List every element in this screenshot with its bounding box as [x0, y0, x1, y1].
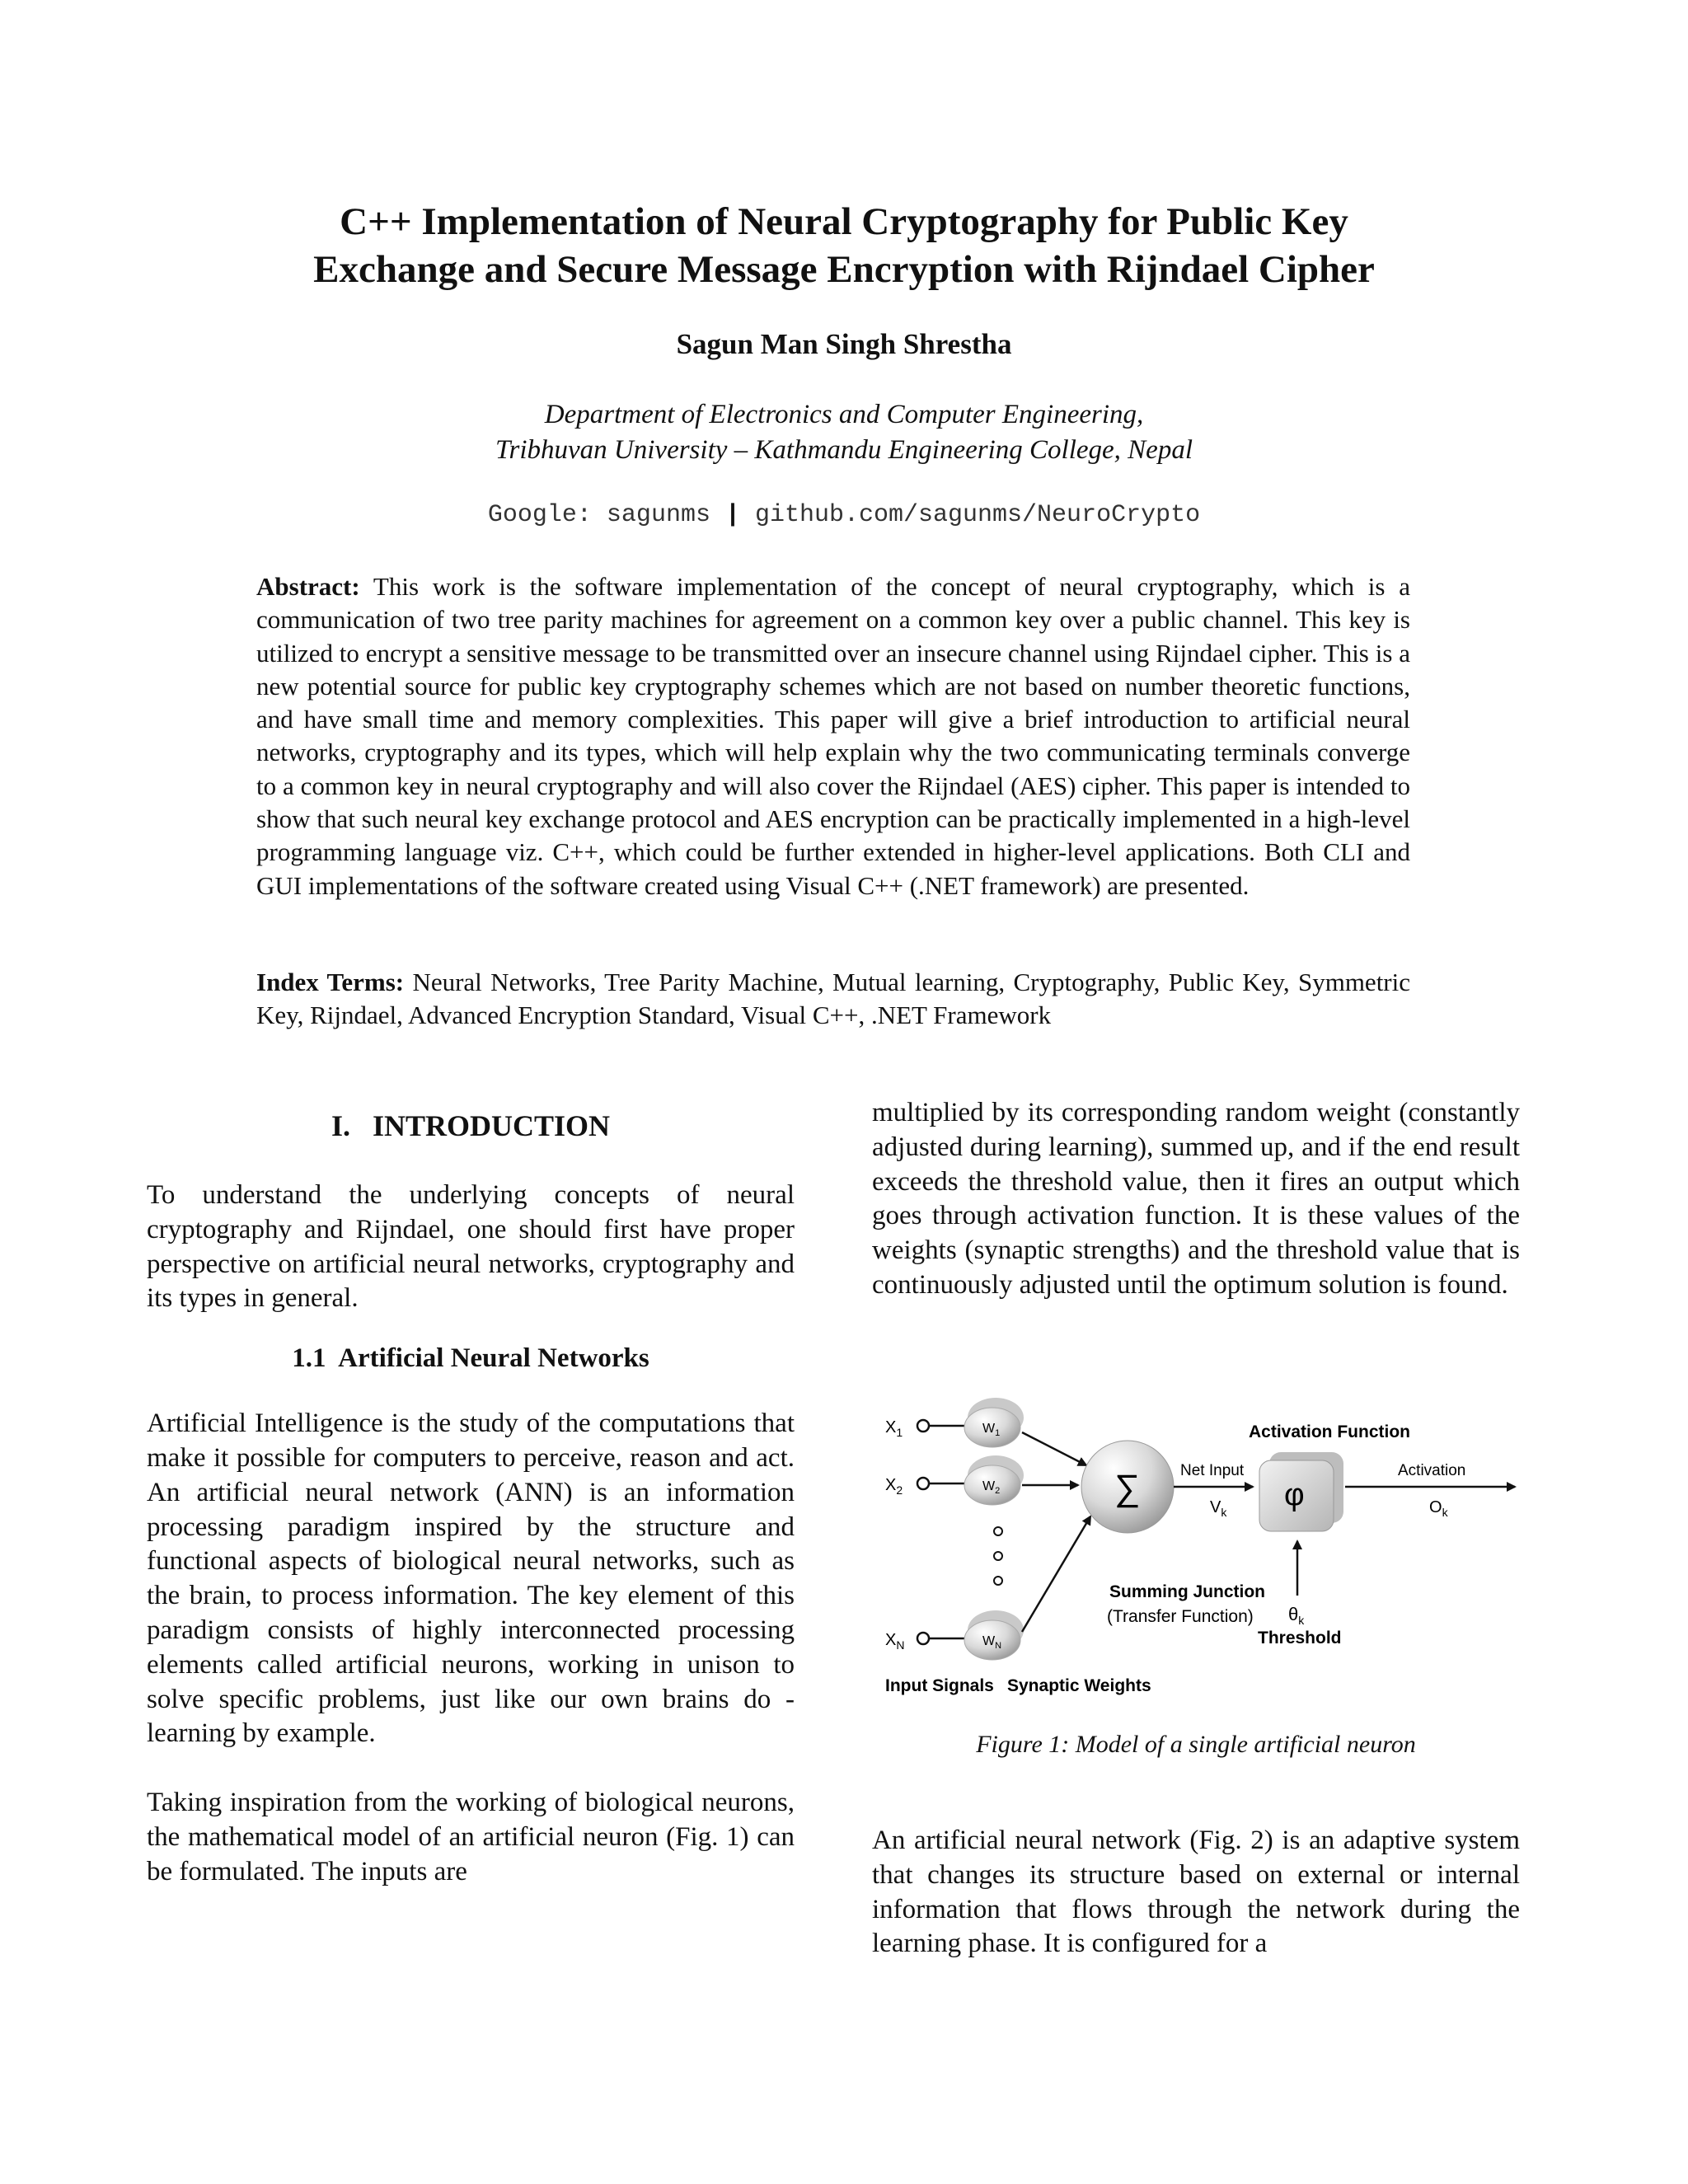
weight-node-w2 [964, 1455, 1024, 1505]
neuron-diagram [872, 1385, 1531, 1714]
right-column-lower [872, 1824, 1520, 1961]
section-heading-introduction: I. INTRODUCTION [331, 1109, 611, 1142]
figure-caption: Figure 1: Model of a single artificial neuron [976, 1731, 1416, 1758]
subsection-heading-ann: 1.1 Artificial Neural Networks [292, 1343, 649, 1374]
label-theta: $\theta_k$ [1288, 1604, 1305, 1627]
right-column [872, 1096, 1520, 1303]
label-ok: $O_k$ [1429, 1498, 1448, 1519]
index-terms-label: Index Terms: [256, 968, 405, 996]
activation-function-node [1259, 1452, 1343, 1531]
contact-github: github.com/sagunms/NeuroCrypto [755, 501, 1201, 529]
author-name: Sagun Man Singh Shrestha [676, 328, 1012, 360]
contact-separator: | [724, 501, 740, 529]
phi-symbol: φ [1284, 1478, 1305, 1512]
abstract-label: Abstract: [256, 572, 360, 601]
label-synaptic-weights: Synaptic Weights [1007, 1676, 1151, 1695]
label-vk: $V_k$ [1210, 1498, 1227, 1519]
contact-line [0, 501, 1688, 529]
svg-text:W1: $W_1$ [982, 1422, 1001, 1438]
contact-google: Google: sagunms [487, 501, 710, 529]
label-net-input: Net Input [1180, 1462, 1245, 1479]
input-node-x2 [917, 1478, 929, 1489]
input-node-x1 [917, 1420, 929, 1432]
sigma-symbol: ∑ [1114, 1468, 1141, 1508]
ann-paragraph-2: Taking inspiration from the working of biological neurons, the mathematical model of an artificial neuron (Fig. 1) can be formulated. The inputs are [147, 1788, 795, 1886]
label-threshold: Threshold [1258, 1629, 1342, 1647]
label-xn: $X_N$ [885, 1631, 905, 1652]
paper-title [165, 198, 1523, 293]
title-line-2: Exchange and Secure Message Encryption with Rijndael Cipher [313, 248, 1375, 291]
left-column [147, 1096, 795, 1890]
label-activation-function: Activation Function [1249, 1422, 1410, 1441]
label-transfer-function: (Transfer Function) [1107, 1607, 1254, 1626]
intro-paragraph: To understand the underlying concepts of neural cryptography and Rijndael, one should first have proper perspective on artificial neural networks, cryptography and its types in general. [147, 1180, 795, 1314]
weight-node-w1 [964, 1398, 1024, 1447]
svg-text:WN: $W_N$ [982, 1634, 1002, 1651]
label-summing-junction: Summing Junction [1109, 1582, 1265, 1601]
index-terms [256, 966, 1410, 1033]
right-paragraph-2: An artificial neural network (Fig. 2) is an adaptive system that changes its structure based on external or internal information that flows through the network during the learning phase. It is configured for a [872, 1825, 1520, 1959]
figure-neuron-model [872, 1385, 1531, 1714]
label-x2: $X_2$ [885, 1476, 903, 1497]
label-activation: Activation [1398, 1462, 1466, 1479]
title-line-1: C++ Implementation of Neural Cryptography for Public Key [340, 200, 1348, 243]
ann-paragraph-1: Artificial Intelligence is the study of the computations that make it possible for computers to perceive, reason and act. An artificial neural network (ANN) is an information processing paradigm inspired by the structure and functional aspects of biological neural networks, such as the brain, to process information. The key element of this paradigm consists of highly interconnected processing elements called artificial neurons, working in unison to solve specific problems, just like our own brains do - learning by example. [147, 1408, 795, 1749]
abstract-text: This work is the software implementation of the concept of neural cryptography, which is a communication of two tree parity machines for agreement on a common key over a public channel. This key is utilized to encrypt a sensitive message to be transmitted over an insecure channel using Rijndael cipher. This is a new potential source for public key cryptography schemes which are not based on number theoretic functions, and have small time and memory complexities. This paper will give a brief introduction to artificial neural networks, cryptography and its types, which will help explain why the two communicating terminals converge to a common key in neural cryptography and will also cover the Rijndael (AES) cipher. This paper is intended to show that such neural key exchange protocol and AES encryption can be practically implemented in a high-level programming language viz. C++, which could be further extended in higher-level applications. Both CLI and GUI implementations of the software created using Visual C++ (.NET framework) are presented. [256, 572, 1410, 900]
svg-text:W2: $W_2$ [982, 1479, 1001, 1496]
affiliation-line-1: Department of Electronics and Computer Engineering, [544, 400, 1144, 429]
label-x1: $X_1$ [885, 1418, 903, 1439]
abstract [256, 570, 1410, 902]
index-terms-text: Neural Networks, Tree Parity Machine, Mutual learning, Cryptography, Public Key, Symmetric Key, Rijndael, Advanced Encryption Standard, Visual C++, .NET Framework [256, 968, 1410, 1030]
affiliation-line-2: Tribhuvan University – Kathmandu Engineering College, Nepal [495, 435, 1193, 465]
summing-junction-node [1081, 1441, 1174, 1533]
label-input-signals: Input Signals [885, 1676, 994, 1695]
input-node-xn [917, 1633, 929, 1644]
right-paragraph-1: multiplied by its corresponding random weight (constantly adjusted during learning), summed up, and if the end result exceeds the threshold value, then it fires an output which goes through activation function. It is these values of the weights (synaptic strengths) and the threshold value that is continuously adjusted until the optimum solution is found. [872, 1098, 1520, 1300]
weight-node-wn [964, 1610, 1024, 1660]
ellipsis-dots [994, 1527, 1002, 1585]
affiliation [0, 397, 1688, 468]
